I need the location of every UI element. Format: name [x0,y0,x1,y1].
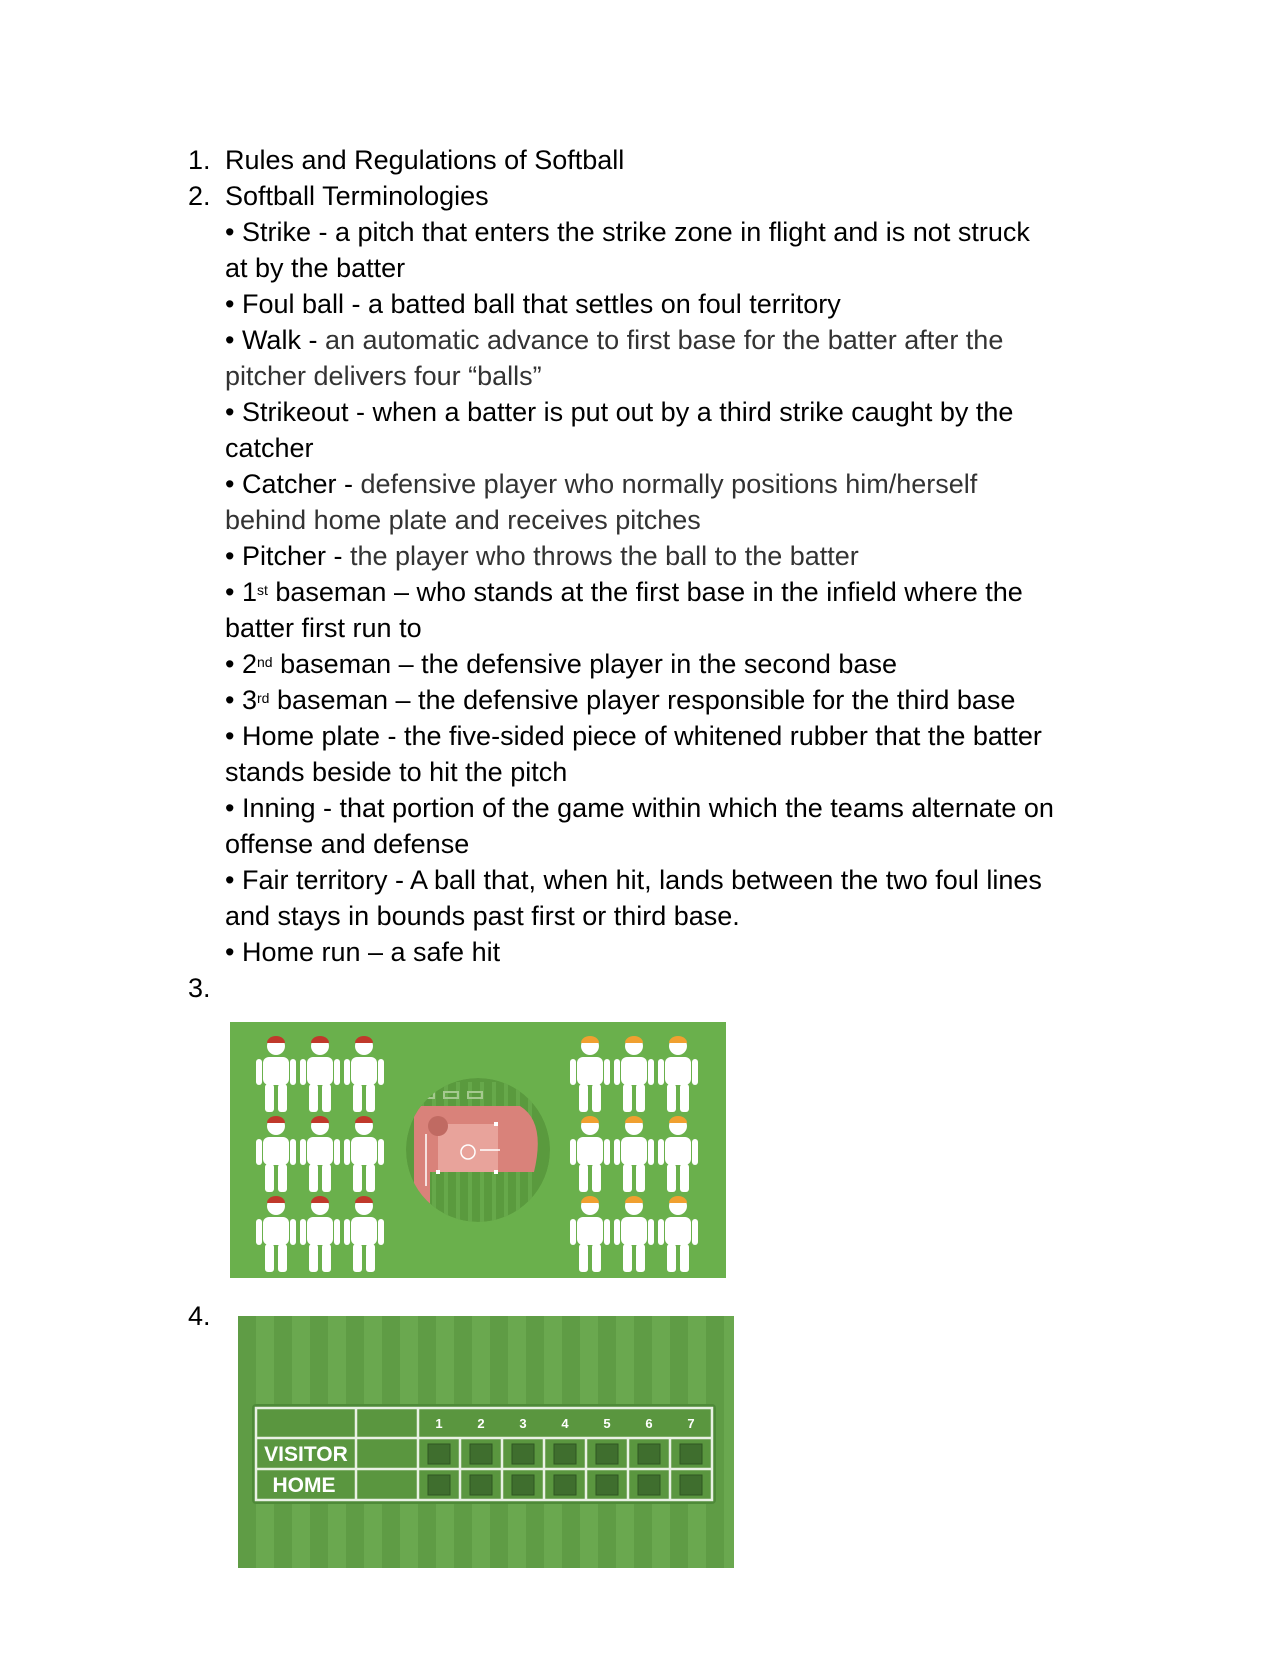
term-label: • Strike - [225,217,335,247]
scoreboard-row-label-visitor: VISITOR [264,1443,348,1466]
list-number: 1. [188,145,211,175]
term-prefix: • 3 [225,685,257,715]
inning-label: 1 [435,1416,443,1431]
term-first-baseman [225,574,1145,610]
inning-label: 4 [561,1416,569,1431]
term-definition: a pitch that enters the strike zone in flight and is not struck [334,217,1030,247]
term-home-plate: • Home plate - the five-sided piece of whitened rubber that the batter [225,721,1042,751]
term-definition: the player who throws the ball to the batter [349,541,859,571]
inning-label: 3 [519,1416,527,1431]
term-second-baseman [225,646,1145,682]
term-text: baseman – the defensive player in the second base [272,649,897,679]
term-prefix: • 2 [225,649,257,679]
list-number: 4. [188,1301,211,1331]
ordinal-suffix: st [256,582,268,598]
inning-label: 7 [687,1416,695,1431]
term-definition: when a batter is put out by a third strike caught by the [372,397,1014,427]
term-first-baseman-continued: batter first run to [225,613,422,643]
term-definition: a batted ball that settles on foul territory [368,289,841,319]
term-text: baseman – the defensive player responsible for the third base [269,685,1016,715]
term-strike-continued: at by the batter [225,253,406,283]
term-strikeout [225,394,1145,430]
term-definition: defensive player who normally positions him/herself [360,469,978,499]
term-foul-ball [225,286,1145,322]
term-fair-territory-continued: and stays in bounds past first or third base. [225,901,740,931]
term-catcher [225,466,1145,502]
term-strike [225,214,1145,250]
term-pitcher [225,538,1145,574]
term-catcher-continued: behind home plate and receives pitches [225,505,701,535]
ordinal-suffix: rd [256,690,270,706]
scoreboard-image [238,1316,734,1568]
term-label: • Pitcher - [225,541,350,571]
term-label: • Catcher - [225,469,361,499]
term-definition: an automatic advance to first base for the batter after the [324,325,1004,355]
ordinal-suffix: nd [256,654,273,670]
home-team-players [570,1036,698,1272]
inning-label: 6 [645,1416,653,1431]
term-inning: • Inning - that portion of the game within which the teams alternate on [225,793,1054,823]
inning-label: 5 [603,1416,611,1431]
list-item-rules: Rules and Regulations of Softball [225,145,625,175]
term-home-plate-continued: stands beside to hit the pitch [225,757,568,787]
term-label: • Foul ball - [225,289,369,319]
visitor-team-players [256,1036,384,1272]
term-prefix: • 1 [225,577,257,607]
list-number: 3. [188,973,211,1003]
list-number: 2. [188,181,211,211]
scoreboard [252,1404,716,1504]
inning-label: 2 [477,1416,485,1431]
scoreboard-row-label-home: HOME [272,1474,336,1497]
term-text: baseman – who stands at the first base in the infield where the [267,577,1023,607]
list-item-terminologies: Softball Terminologies [225,181,489,211]
term-home-run: • Home run – a safe hit [225,937,501,967]
term-label: • Strikeout - [225,397,373,427]
term-label: • Walk - [225,325,325,355]
term-fair-territory: • Fair territory - A ball that, when hit, lands between the two foul lines [225,865,1042,895]
term-third-baseman [225,682,1145,718]
term-walk [225,322,1145,358]
term-inning-continued: offense and defense [225,829,470,859]
term-walk-continued: pitcher delivers four “balls” [225,361,542,391]
term-strikeout-continued: catcher [225,433,314,463]
softball-teams-image [230,1022,726,1278]
